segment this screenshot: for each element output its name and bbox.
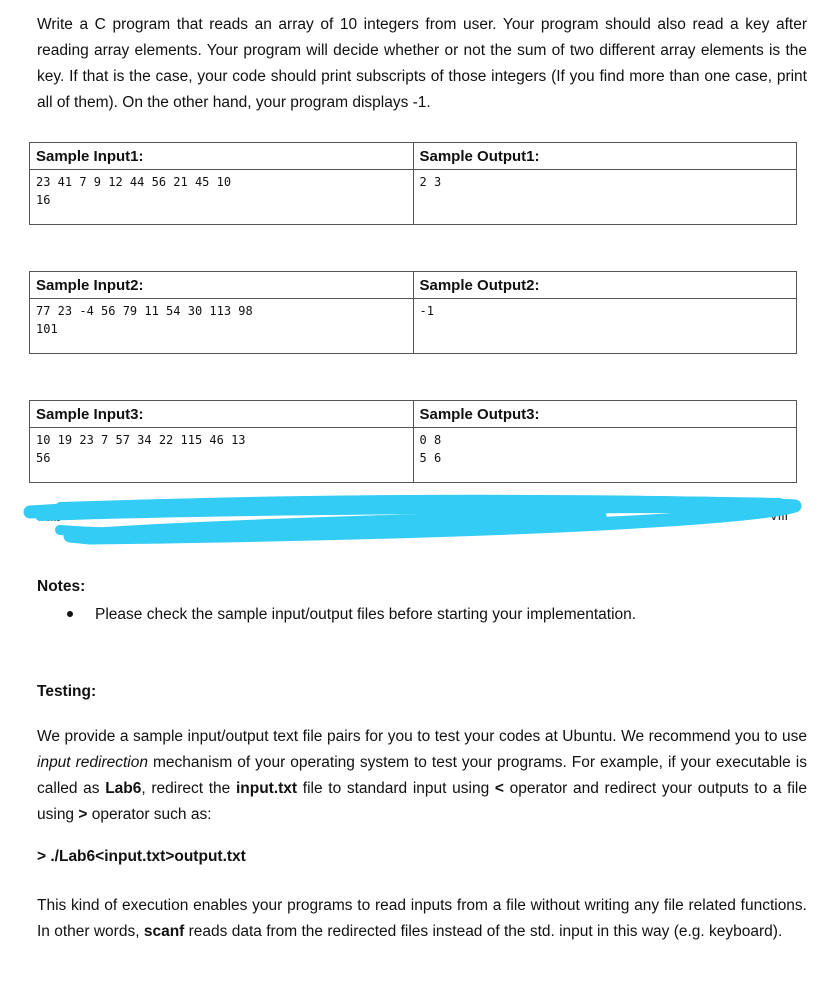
- sample-input-value: [30, 170, 414, 225]
- sample-output-label: Sample Output2:: [413, 272, 797, 299]
- sample-input-value: [30, 299, 414, 354]
- sample-input-label: Sample Input3:: [30, 401, 414, 428]
- closing-paragraph: This kind of execution enables your programs to read inputs from a file without writing any file related functions. In other words, scanf reads data from the redirected files instead of the std. input in this way (e.g. keyboard).: [37, 897, 807, 940]
- output-operator: >: [78, 806, 88, 823]
- output-line: -1: [419, 304, 434, 318]
- sample-input-label: Sample Input1:: [30, 143, 414, 170]
- input-line: 101: [36, 322, 58, 336]
- output-line: 0 8: [419, 433, 442, 447]
- notes-heading: Notes:: [37, 578, 86, 595]
- testing-heading: Testing:: [37, 683, 97, 700]
- testing-paragraph: We provide a sample input/output text file pairs for you to test your codes at Ubuntu. We recommend you to use input redirection mechanism of your operating system to test your programs. For example, if your executable is called as Lab6, redirect the input.txt file to standard input using < operator and redirect your outputs to a file using > operator such as:: [37, 728, 807, 823]
- sample-input-value: [30, 428, 414, 483]
- redacted-region: [0, 486, 829, 556]
- sample-output-value: [413, 428, 797, 483]
- sample-output-value: [413, 170, 797, 225]
- input-operator: <: [494, 780, 504, 797]
- input-line: 23 41 7 9 12 44 56 21 45 10: [36, 175, 232, 189]
- command-example: > ./Lab6<input.txt>output.txt: [37, 848, 246, 865]
- sample-table-2: [29, 271, 797, 354]
- output-line: 5 6: [419, 451, 442, 465]
- input-line: 77 23 -4 56 79 11 54 30 113 98: [36, 304, 253, 318]
- input-line: 10 19 23 7 57 34 22 115 46 13: [36, 433, 246, 447]
- redaction-scribble: [0, 486, 829, 556]
- sample-table-3: [29, 400, 797, 483]
- output-line: 2 3: [419, 175, 442, 189]
- input-line: 16: [36, 193, 51, 207]
- sample-output-value: [413, 299, 797, 354]
- redacted-fragment-right: vill: [770, 507, 789, 524]
- sample-input-label: Sample Input2:: [30, 272, 414, 299]
- problem-statement: Write a C program that reads an array of 10 integers from user. Your program should also read a key after reading array elements. Your program will decide whether or not the sum of two different array elements is the key. If that is the case, your code should print subscripts of those integers (If you find more than one case, print all of them). On the other hand, your program displays -1.: [37, 16, 807, 111]
- bullet-icon: [67, 611, 73, 617]
- executable-name: Lab6: [105, 780, 142, 797]
- sample-output-label: Sample Output3:: [413, 401, 797, 428]
- input-line: 56: [36, 451, 51, 465]
- redacted-fragment-left: sub: [37, 508, 62, 525]
- notes-list-item: [67, 603, 636, 627]
- input-redirection-term: input redirection: [37, 754, 148, 771]
- sample-table-1: [29, 142, 797, 225]
- scanf-term: scanf: [143, 923, 185, 940]
- sample-output-label: Sample Output1:: [413, 143, 797, 170]
- notes-item-text: Please check the sample input/output files before starting your implementation.: [95, 606, 637, 623]
- input-file-name: input.txt: [235, 780, 298, 797]
